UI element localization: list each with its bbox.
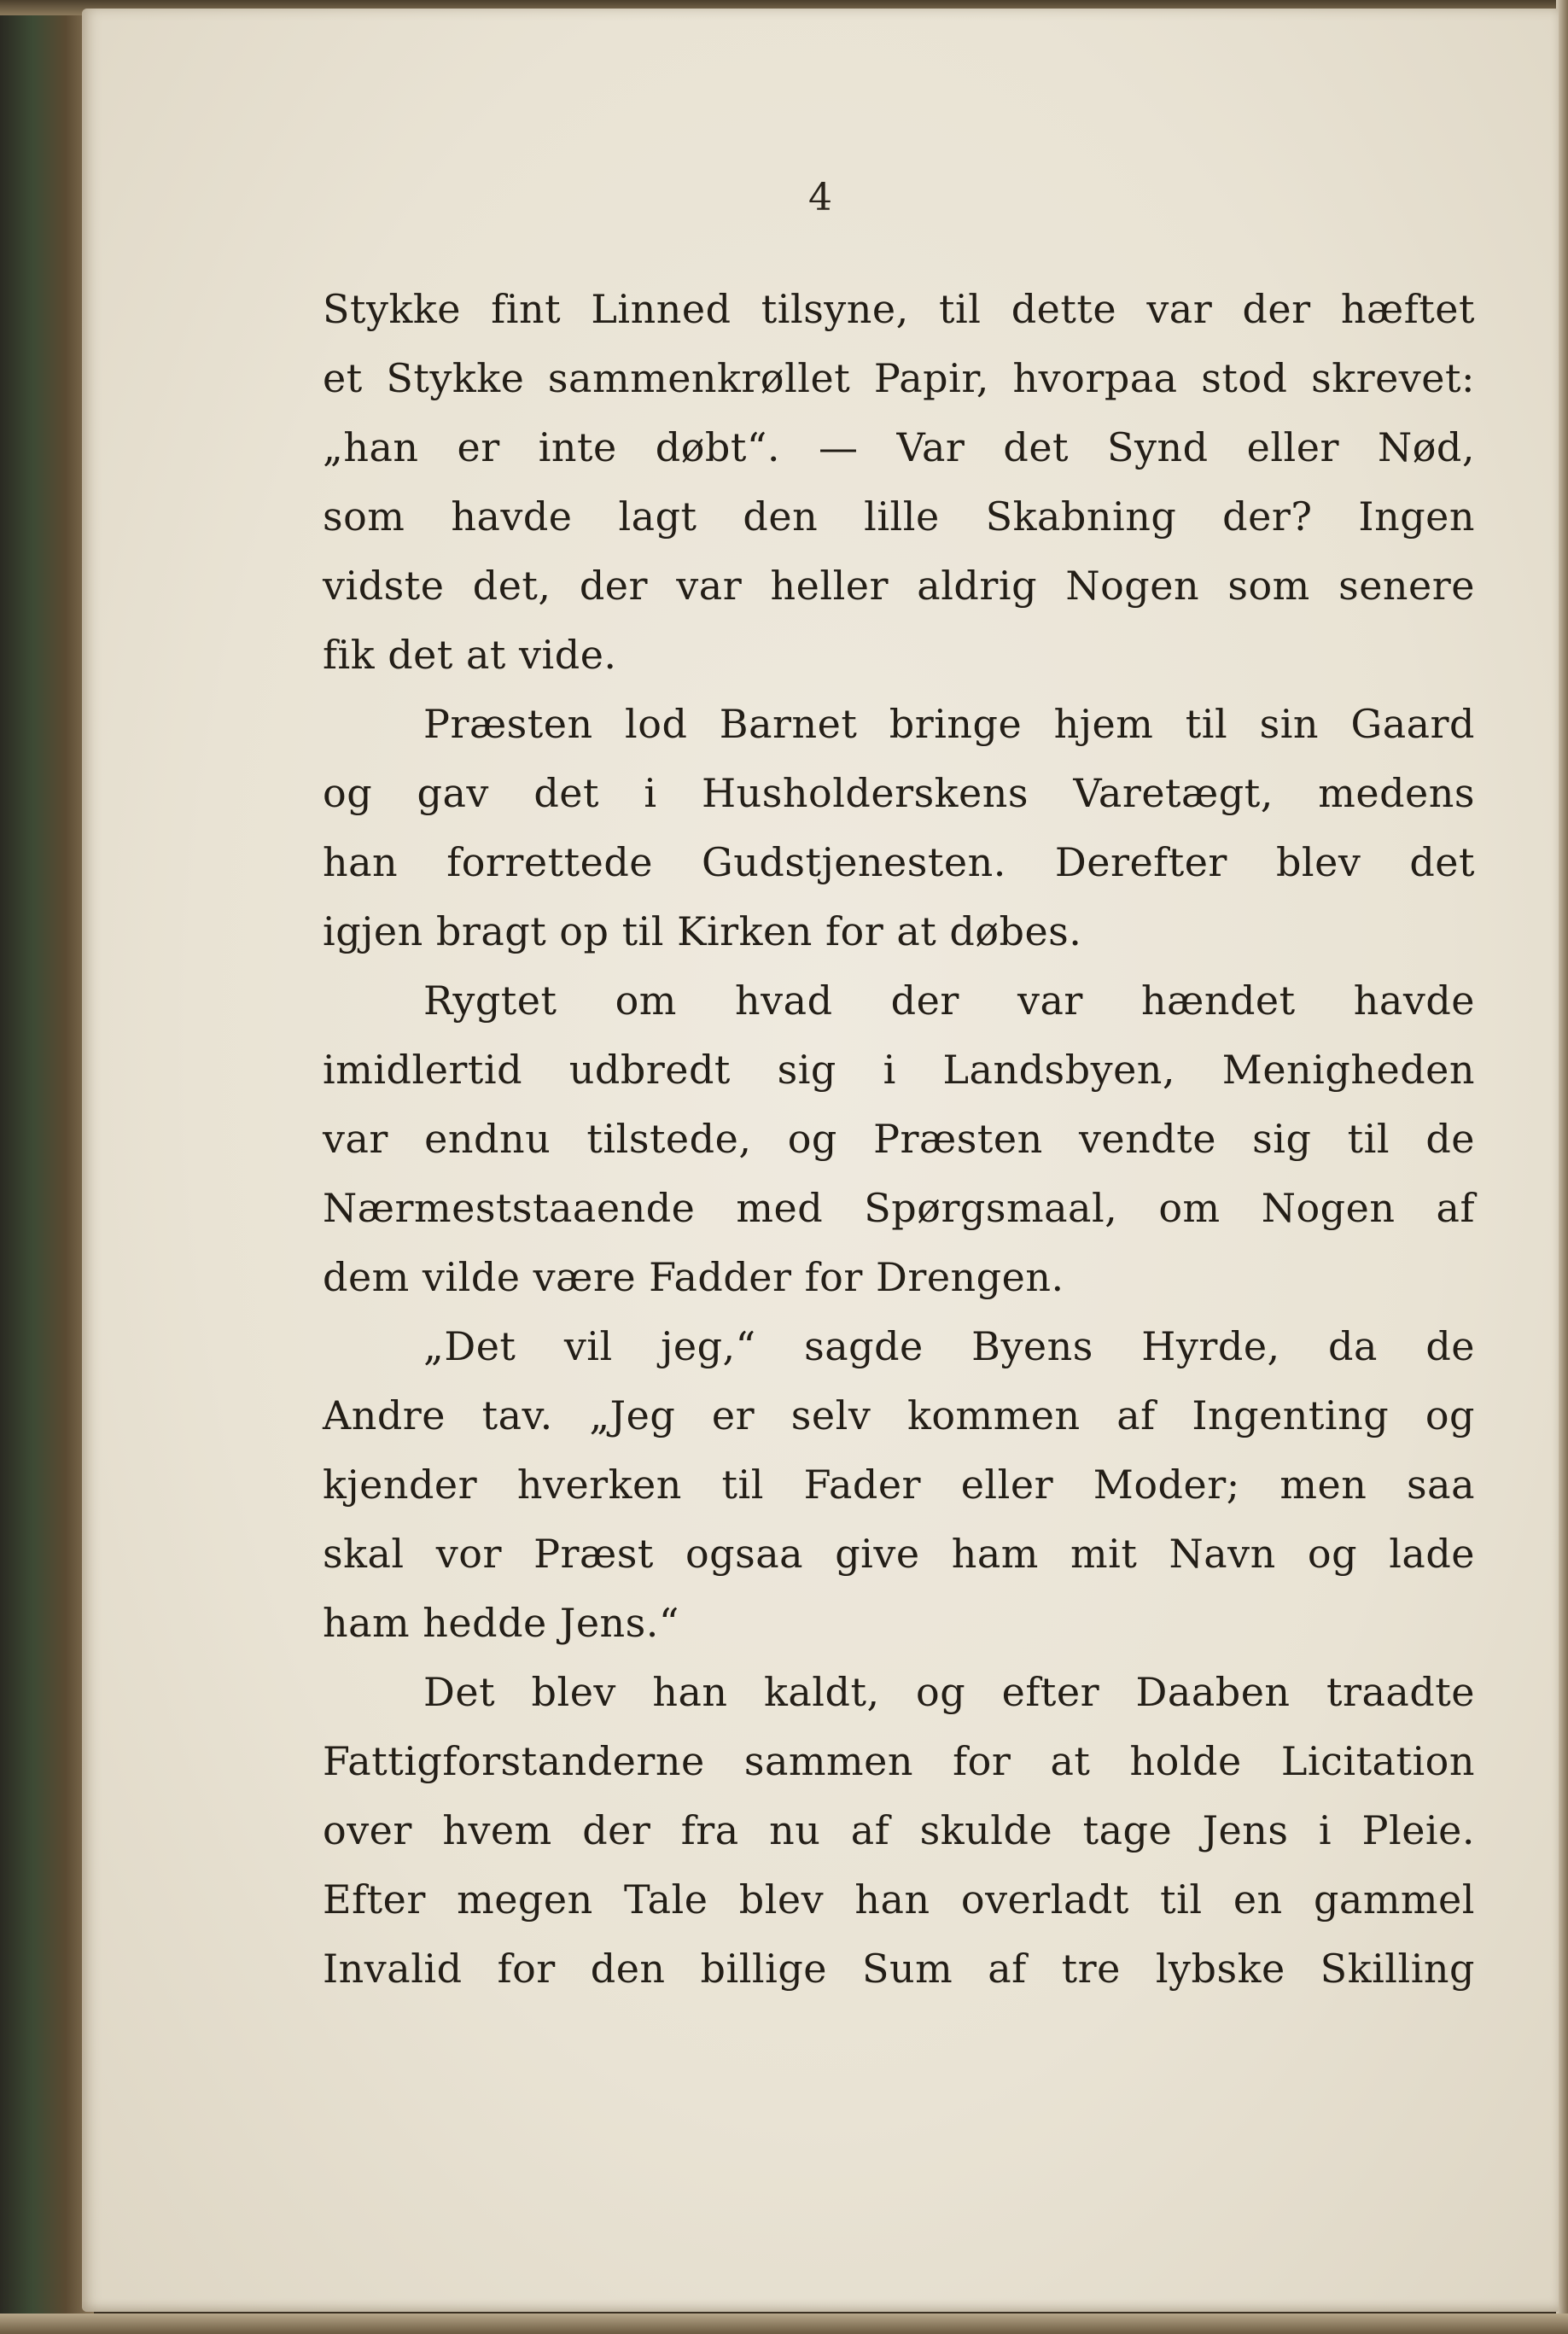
body-text bbox=[323, 275, 1475, 2004]
text-line: Invalid for den billige Sum af tre lybske Skilling bbox=[323, 1946, 1475, 1992]
book-page bbox=[82, 9, 1559, 2312]
text-line: „Det vil jeg,“ sagde Byens Hyrde, da de bbox=[423, 1323, 1475, 1369]
text-line: Præsten lod Barnet bringe hjem til sin Gaard bbox=[423, 701, 1475, 747]
book-binding-left bbox=[0, 0, 94, 2334]
text-line: ham hedde Jens.“ bbox=[323, 1600, 679, 1646]
text-line: Det blev han kaldt, og efter Daaben traadte bbox=[423, 1669, 1475, 1715]
text-line: igjen bragt op til Kirken for at døbes. bbox=[323, 908, 1082, 954]
book-binding-bottom bbox=[0, 2314, 1568, 2334]
page-number: 4 bbox=[808, 176, 832, 219]
text-line: som havde lagt den lille Skabning der? Ingen bbox=[323, 493, 1475, 540]
text-line: Fattigforstanderne sammen for at holde Licitation bbox=[323, 1738, 1475, 1784]
text-line: Rygtet om hvad der var hændet havde bbox=[423, 977, 1475, 1024]
text-line: over hvem der fra nu af skulde tage Jens i Pleie. bbox=[323, 1807, 1475, 1853]
text-line: „han er inte døbt“. — Var det Synd eller Nød, bbox=[323, 424, 1475, 470]
text-line: imidlertid udbredt sig i Landsbyen, Menigheden bbox=[323, 1047, 1475, 1093]
text-line: vidste det, der var heller aldrig Nogen som senere bbox=[323, 563, 1475, 609]
text-line: skal vor Præst ogsaa give ham mit Navn og lade bbox=[323, 1531, 1475, 1577]
text-line: kjender hverken til Fader eller Moder; men saa bbox=[323, 1462, 1475, 1508]
text-line: Efter megen Tale blev han overladt til en gammel bbox=[323, 1876, 1475, 1923]
text-line: Stykke fint Linned tilsyne, til dette var der hæftet bbox=[323, 286, 1475, 332]
text-line: var endnu tilstede, og Præsten vendte sig til de bbox=[323, 1116, 1475, 1162]
text-line: dem vilde være Fadder for Drengen. bbox=[323, 1254, 1064, 1300]
text-line: Andre tav. „Jeg er selv kommen af Ingenting og bbox=[323, 1392, 1475, 1438]
text-line: fik det at vide. bbox=[323, 632, 617, 678]
text-line: han forrettede Gudstjenesten. Derefter blev det bbox=[323, 839, 1475, 885]
text-line: og gav det i Husholderskens Varetægt, medens bbox=[323, 770, 1475, 816]
text-line: et Stykke sammenkrøllet Papir, hvorpaa stod skrevet: bbox=[323, 355, 1475, 401]
text-line: Nærmeststaaende med Spørgsmaal, om Nogen af bbox=[323, 1185, 1475, 1231]
